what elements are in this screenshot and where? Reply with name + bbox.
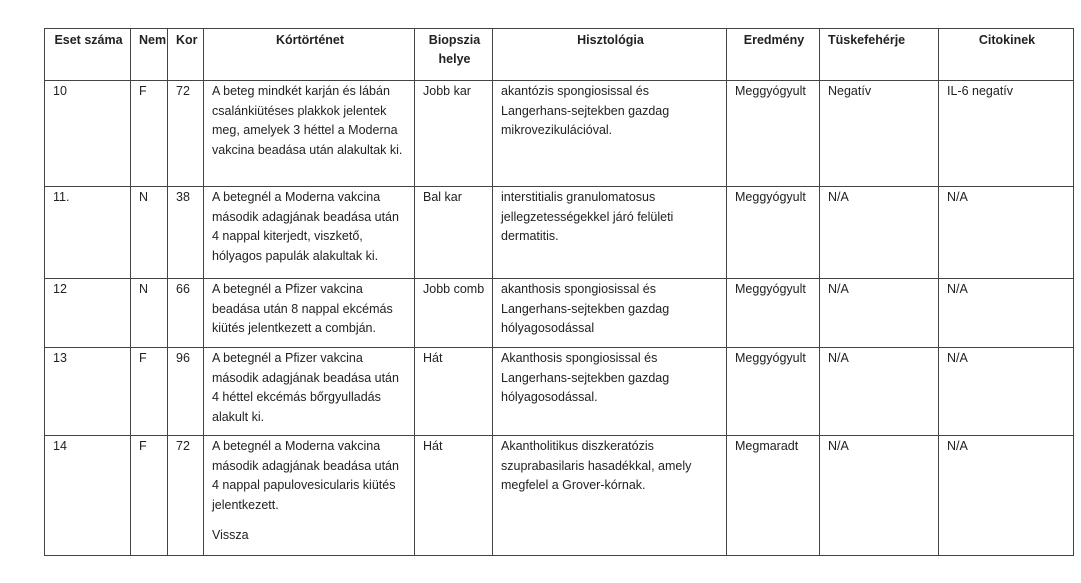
cell-history: A betegnél a Pfizer vakcina beadása után 8 nappal ekcémás kiütés jelentkezett a combján. bbox=[204, 279, 415, 348]
header-row bbox=[45, 29, 1074, 81]
cell-history bbox=[204, 436, 415, 556]
cell-cytokines: N/A bbox=[939, 187, 1074, 279]
cell-age: 38 bbox=[168, 187, 204, 279]
cell-biopsy-site: Jobb comb bbox=[415, 279, 493, 348]
cell-histology: Akanthosis spongiosissal és Langerhans-sejtekben gazdag hólyagosodással. bbox=[493, 348, 727, 436]
cell-cytokines: N/A bbox=[939, 348, 1074, 436]
header-outcome: Eredmény bbox=[727, 29, 820, 81]
cell-history: A betegnél a Pfizer vakcina második adagjának beadása után 4 héttel ekcémás bőrgyulladás alakult ki. bbox=[204, 348, 415, 436]
cell-history: A beteg mindkét karján és lábán csalánkiütéses plakkok jelentek meg, amelyek 3 héttel a Moderna vakcina beadása után alakultak ki. bbox=[204, 81, 415, 187]
cell-outcome: Meggyógyult bbox=[727, 348, 820, 436]
cell-biopsy-site: Hát bbox=[415, 436, 493, 556]
header-case-number: Eset száma bbox=[45, 29, 131, 81]
cell-spike-protein: N/A bbox=[820, 187, 939, 279]
table-row bbox=[45, 436, 1074, 556]
cell-biopsy-site: Jobb kar bbox=[415, 81, 493, 187]
cell-outcome: Meggyógyult bbox=[727, 81, 820, 187]
header-sex: Nem bbox=[131, 29, 168, 81]
table-row bbox=[45, 81, 1074, 187]
header-age: Kor bbox=[168, 29, 204, 81]
cell-case-number: 13 bbox=[45, 348, 131, 436]
cell-age: 66 bbox=[168, 279, 204, 348]
header-histology: Hisztológia bbox=[493, 29, 727, 81]
cell-age: 72 bbox=[168, 81, 204, 187]
history-extra-text: Vissza bbox=[212, 528, 249, 542]
cell-case-number: 12 bbox=[45, 279, 131, 348]
cell-spike-protein: N/A bbox=[820, 279, 939, 348]
cell-sex: F bbox=[131, 81, 168, 187]
cell-outcome: Meggyógyult bbox=[727, 187, 820, 279]
cell-sex: N bbox=[131, 279, 168, 348]
cell-spike-protein: N/A bbox=[820, 436, 939, 556]
table-row bbox=[45, 348, 1074, 436]
cell-outcome: Meggyógyult bbox=[727, 279, 820, 348]
header-history: Kórtörténet bbox=[204, 29, 415, 81]
header-cytokines: Citokinek bbox=[939, 29, 1074, 81]
cell-histology: akantózis spongiosissal és Langerhans-sejtekben gazdag mikrovezikulációval. bbox=[493, 81, 727, 187]
table-row bbox=[45, 187, 1074, 279]
table-row bbox=[45, 279, 1074, 348]
cell-age: 96 bbox=[168, 348, 204, 436]
cell-spike-protein: N/A bbox=[820, 348, 939, 436]
cell-outcome: Megmaradt bbox=[727, 436, 820, 556]
cell-history: A betegnél a Moderna vakcina második adagjának beadása után 4 nappal kiterjedt, viszkető, hólyagos papulák alakultak ki. bbox=[204, 187, 415, 279]
cell-spike-protein: Negatív bbox=[820, 81, 939, 187]
case-table bbox=[44, 28, 1074, 556]
header-spike-protein: Tüskefehérje bbox=[820, 29, 939, 81]
cell-case-number: 11. bbox=[45, 187, 131, 279]
cell-biopsy-site: Hát bbox=[415, 348, 493, 436]
cell-histology: Akantholitikus diszkeratózis szuprabasilaris hasadékkal, amely megfelel a Grover-kórnak. bbox=[493, 436, 727, 556]
header-biopsy-site: Biopszia helye bbox=[415, 29, 493, 81]
cell-biopsy-site: Bal kar bbox=[415, 187, 493, 279]
cell-case-number: 14 bbox=[45, 436, 131, 556]
cell-sex: F bbox=[131, 348, 168, 436]
cell-cytokines: N/A bbox=[939, 436, 1074, 556]
cell-case-number: 10 bbox=[45, 81, 131, 187]
cell-cytokines: IL-6 negatív bbox=[939, 81, 1074, 187]
cell-sex: N bbox=[131, 187, 168, 279]
cell-age: 72 bbox=[168, 436, 204, 556]
cell-histology: interstitialis granulomatosus jellegzetességekkel járó felületi dermatitis. bbox=[493, 187, 727, 279]
cell-histology: akanthosis spongiosissal és Langerhans-sejtekben gazdag hólyagosodással bbox=[493, 279, 727, 348]
history-text: A betegnél a Moderna vakcina második adagjának beadása után 4 nappal papulovesicularis kiütés jelentkezett. bbox=[212, 439, 399, 512]
cell-sex: F bbox=[131, 436, 168, 556]
cell-cytokines: N/A bbox=[939, 279, 1074, 348]
